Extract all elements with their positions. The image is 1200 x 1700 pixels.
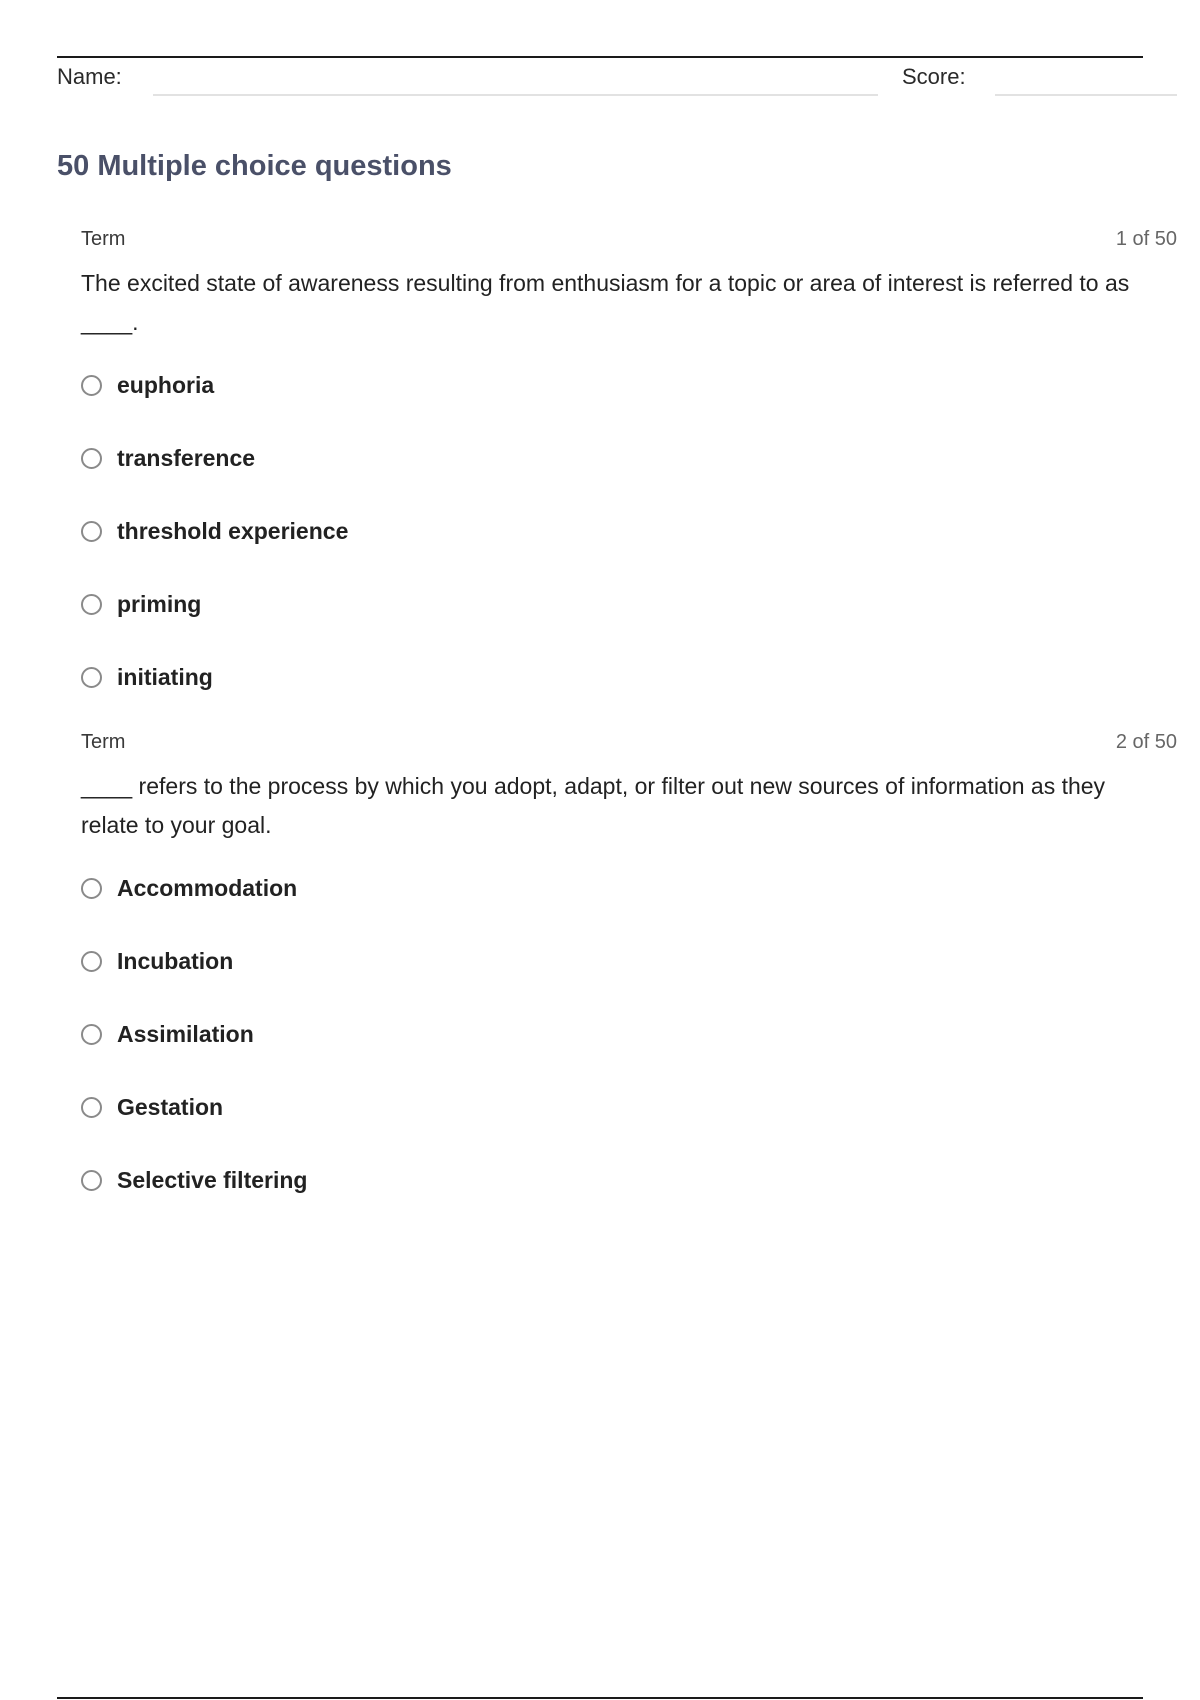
bottom-rule (57, 1697, 1143, 1699)
answer-option[interactable] (81, 1165, 307, 1195)
radio-button-icon[interactable] (81, 878, 102, 899)
answer-option[interactable] (81, 516, 348, 546)
question-1 (81, 226, 1177, 690)
answer-option[interactable] (81, 946, 233, 976)
name-label: Name: (57, 64, 122, 89)
radio-button-icon[interactable] (81, 1097, 102, 1118)
answer-option-label: Gestation (117, 1094, 224, 1120)
radio-button-icon[interactable] (81, 521, 102, 542)
question-counter: 1 of 50 (1115, 228, 1177, 250)
answer-option-label: Accommodation (117, 875, 298, 901)
radio-button-icon[interactable] (81, 951, 102, 972)
question-text: The excited state of awareness resulting from enthusiasm for a topic or area of interest is referred to as ____. (81, 270, 1130, 335)
radio-button-icon[interactable] (81, 667, 102, 688)
answer-option-label: transference (117, 445, 256, 471)
question-counter: 2 of 50 (1115, 731, 1177, 753)
answer-option[interactable] (81, 662, 213, 692)
answer-option[interactable] (81, 443, 255, 473)
answer-option-label: Incubation (117, 948, 234, 974)
top-rule (57, 56, 1143, 58)
answer-option-label: priming (117, 591, 202, 617)
answer-option[interactable] (81, 370, 214, 400)
question-header (81, 226, 1177, 252)
radio-button-icon[interactable] (81, 594, 102, 615)
score-label: Score: (902, 64, 966, 89)
radio-button-icon[interactable] (81, 448, 102, 469)
answer-option[interactable] (81, 589, 201, 619)
question-type-label: Term (81, 228, 126, 250)
answer-option-label: initiating (117, 664, 213, 690)
section-title: 50 Multiple choice questions (57, 150, 452, 182)
radio-button-icon[interactable] (81, 1024, 102, 1045)
question-type-label: Term (81, 731, 126, 753)
radio-button-icon[interactable] (81, 375, 102, 396)
radio-button-icon[interactable] (81, 1170, 102, 1191)
question-text: ____ refers to the process by which you adopt, adapt, or filter out new sources of information as they relate to your goal. (81, 773, 1106, 838)
answer-option[interactable] (81, 1092, 223, 1122)
name-field[interactable] (153, 94, 878, 96)
answer-option-label: threshold experience (117, 518, 349, 544)
answer-option[interactable] (81, 1019, 254, 1049)
question-2 (81, 729, 1177, 1193)
answer-option-label: Selective filtering (117, 1167, 308, 1193)
answer-option-label: Assimilation (117, 1021, 254, 1047)
answer-option[interactable] (81, 873, 297, 903)
question-header (81, 729, 1177, 755)
score-field[interactable] (995, 94, 1177, 96)
answer-option-label: euphoria (117, 372, 215, 398)
